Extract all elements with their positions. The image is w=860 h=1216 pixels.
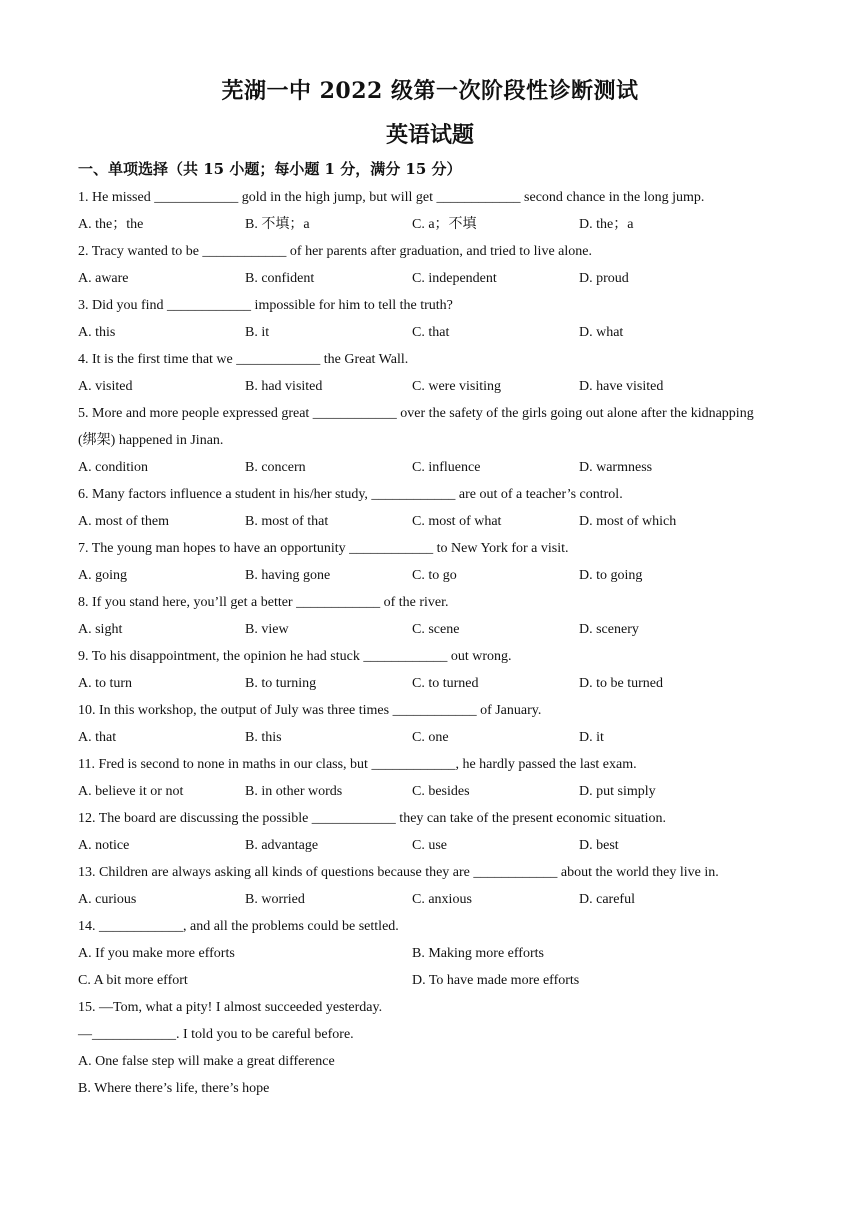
question-4-options	[78, 373, 778, 400]
option: C. use	[412, 838, 447, 853]
option: B. this	[245, 730, 282, 745]
question-15-text: 15. —Tom, what a pity! I almost succeeded yesterday.	[78, 1000, 383, 1015]
question-4-text: 4. It is the first time that we ____________ the Great Wall.	[78, 352, 409, 367]
option: D. careful	[579, 892, 635, 907]
option: C. independent	[412, 271, 497, 286]
question-2-options	[78, 265, 778, 292]
option: D. best	[579, 838, 619, 853]
option: D. proud	[579, 271, 629, 286]
question-14-text: 14. ____________, and all the problems could be settled.	[78, 919, 399, 934]
option: B. advantage	[245, 838, 319, 853]
question-10-options	[78, 724, 778, 751]
page-title: 芜湖一中 2022 级第一次阶段性诊断测试	[221, 78, 639, 104]
option: A. notice	[78, 838, 130, 853]
option: C. influence	[412, 460, 481, 475]
question-12-text: 12. The board are discussing the possible ____________ they can take of the present economic situation.	[78, 811, 666, 826]
option: B. view	[245, 622, 289, 637]
question-list	[78, 184, 778, 1102]
option: A. the；the	[78, 217, 144, 232]
option: D. To have made more efforts	[412, 973, 580, 988]
question-14-options-row-2	[78, 967, 778, 994]
question-7-text: 7. The young man hopes to have an opportunity ____________ to New York for a visit.	[78, 541, 569, 556]
question-1-text: 1. He missed ____________ gold in the high jump, but will get ____________ second chance in the long jump.	[78, 190, 705, 205]
option: C. were visiting	[412, 379, 502, 394]
option: A. to turn	[78, 676, 133, 691]
option: C. most of what	[412, 514, 502, 529]
option: A. going	[78, 568, 127, 583]
option: B. worried	[245, 892, 305, 907]
question-5-text: 5. More and more people expressed great ____________ over the safety of the girls going out alone after the kidnapping (绑架) happened in Jinan.	[78, 406, 754, 448]
option: B. Making more efforts	[412, 946, 544, 961]
question-13-options	[78, 886, 778, 913]
question-1-options	[78, 211, 778, 238]
question-11-text: 11. Fred is second to none in maths in our class, but ____________, he hardly passed the last exam.	[78, 757, 637, 772]
option: D. what	[579, 325, 624, 340]
question-15-reply: —____________. I told you to be careful before.	[78, 1027, 354, 1042]
question-9-options	[78, 670, 778, 697]
option: B. most of that	[245, 514, 329, 529]
question-2-text: 2. Tracy wanted to be ____________ of her parents after graduation, and tried to live alone.	[78, 244, 592, 259]
option: D. have visited	[579, 379, 664, 394]
question-14-options-row-1	[78, 940, 778, 967]
option: B. to turning	[245, 676, 317, 691]
option: B. confident	[245, 271, 315, 286]
option: C. A bit more effort	[78, 973, 188, 988]
option: D. to going	[579, 568, 643, 583]
option: D. it	[579, 730, 604, 745]
option: C. to turned	[412, 676, 479, 691]
option: A. that	[78, 730, 117, 745]
option: C. to go	[412, 568, 457, 583]
option: A. condition	[78, 460, 148, 475]
option: C. one	[412, 730, 449, 745]
option: A. One false step will make a great difference	[78, 1054, 335, 1069]
option: B. Where there’s life, there’s hope	[78, 1081, 270, 1096]
option: A. visited	[78, 379, 133, 394]
option: A. this	[78, 325, 116, 340]
option: A. curious	[78, 892, 137, 907]
option: D. put simply	[579, 784, 656, 799]
option: B. 不填；a	[245, 217, 310, 232]
option: B. in other words	[245, 784, 343, 799]
option: C. scene	[412, 622, 460, 637]
question-6-options	[78, 508, 778, 535]
question-9-text: 9. To his disappointment, the opinion he had stuck ____________ out wrong.	[78, 649, 512, 664]
option: B. having gone	[245, 568, 331, 583]
option: D. to be turned	[579, 676, 663, 691]
page-subtitle: 英语试题	[385, 122, 474, 148]
option: B. concern	[245, 460, 306, 475]
question-8-options	[78, 616, 778, 643]
question-6-text: 6. Many factors influence a student in his/her study, ____________ are out of a teacher’s control.	[78, 487, 623, 502]
question-3-text: 3. Did you find ____________ impossible for him to tell the truth?	[78, 298, 453, 313]
option: D. the；a	[579, 217, 634, 232]
option: B. it	[245, 325, 270, 340]
option: C. besides	[412, 784, 470, 799]
option: A. sight	[78, 622, 123, 637]
option: A. aware	[78, 271, 129, 286]
option: A. If you make more efforts	[78, 946, 235, 961]
question-11-options	[78, 778, 778, 805]
question-13-text: 13. Children are always asking all kinds of questions because they are ____________ about the world they live in.	[78, 865, 719, 880]
section-heading: 一、单项选择（共 15 小题；每小题 1 分，满分 15 分）	[78, 160, 462, 178]
option: D. most of which	[579, 514, 677, 529]
option: B. had visited	[245, 379, 323, 394]
question-3-options	[78, 319, 778, 346]
question-5-options	[78, 454, 778, 481]
option: A. most of them	[78, 514, 169, 529]
question-8-text: 8. If you stand here, you’ll get a better ____________ of the river.	[78, 595, 449, 610]
question-12-options	[78, 832, 778, 859]
option: A. believe it or not	[78, 784, 184, 799]
question-10-text: 10. In this workshop, the output of July was three times ____________ of January.	[78, 703, 542, 718]
option: C. that	[412, 325, 450, 340]
question-7-options	[78, 562, 778, 589]
option: C. anxious	[412, 892, 472, 907]
option: C. a；不填	[412, 217, 477, 232]
option: D. warmness	[579, 460, 653, 475]
option: D. scenery	[579, 622, 639, 637]
